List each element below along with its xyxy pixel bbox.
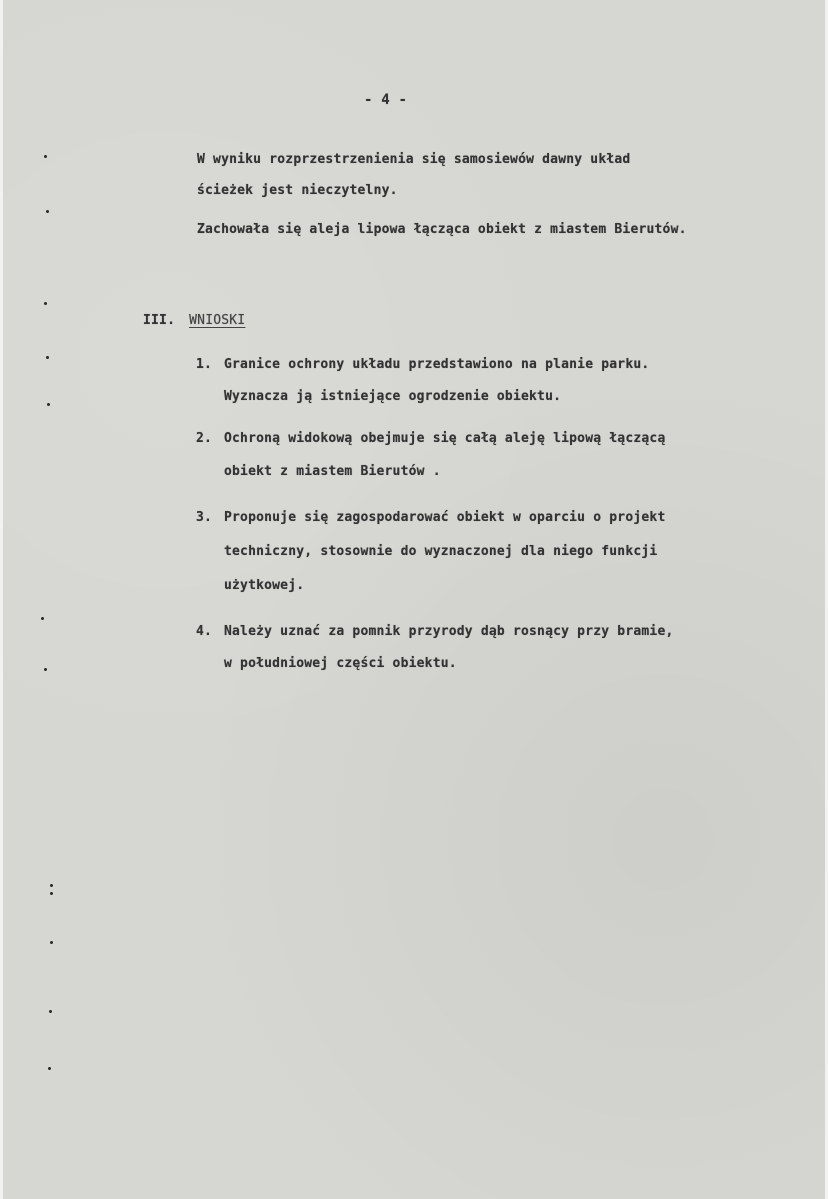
item-3-line-3: użytkowej. bbox=[224, 578, 305, 593]
margin-speck bbox=[41, 617, 44, 620]
item-1-line-2: Wyznacza ją istniejące ogrodzenie obiektu. bbox=[224, 389, 562, 404]
margin-speck bbox=[48, 1067, 51, 1070]
item-4-line-1: Należy uznać za pomnik przyrody dąb rosnący przy bramie, bbox=[224, 624, 674, 639]
section-heading bbox=[143, 313, 245, 328]
margin-speck bbox=[46, 356, 49, 359]
item-1-line-1: Granice ochrony układu przedstawiono na planie parku. bbox=[224, 357, 650, 372]
margin-speck bbox=[50, 941, 53, 944]
item-2-number: 2. bbox=[196, 431, 213, 446]
item-3-number: 3. bbox=[196, 510, 213, 525]
margin-speck bbox=[44, 155, 47, 158]
margin-speck bbox=[50, 892, 53, 895]
margin-speck bbox=[46, 210, 49, 213]
margin-speck bbox=[47, 403, 50, 406]
item-2-line-1: Ochroną widokową obejmuje się całą aleję lipową łączącą bbox=[224, 431, 666, 446]
margin-speck bbox=[50, 884, 53, 887]
item-3-line-2: techniczny, stosownie do wyznaczonej dla niego funkcji bbox=[224, 544, 658, 559]
intro-line-2: ścieżek jest nieczytelny. bbox=[197, 183, 398, 198]
margin-speck bbox=[44, 302, 47, 305]
item-1-number: 1. bbox=[196, 357, 213, 372]
item-4-line-2: w południowej części obiektu. bbox=[224, 656, 457, 671]
intro-line-1: W wyniku rozprzestrzenienia się samosiewów dawny układ bbox=[197, 152, 631, 167]
page-edge-left bbox=[0, 0, 3, 1199]
item-3-line-1: Proponuje się zagospodarować obiekt w oparciu o projekt bbox=[224, 510, 666, 525]
margin-speck bbox=[49, 1010, 52, 1013]
item-2-line-2: obiekt z miastem Bierutów . bbox=[224, 464, 441, 479]
intro-line-3: Zachowała się aleja lipowa łącząca obiekt z miastem Bierutów. bbox=[197, 222, 687, 237]
page-number: - 4 - bbox=[364, 92, 408, 108]
section-title: WNIOSKI bbox=[189, 313, 246, 328]
item-4-number: 4. bbox=[196, 624, 213, 639]
section-number: III. bbox=[143, 313, 176, 328]
margin-speck bbox=[44, 668, 47, 671]
